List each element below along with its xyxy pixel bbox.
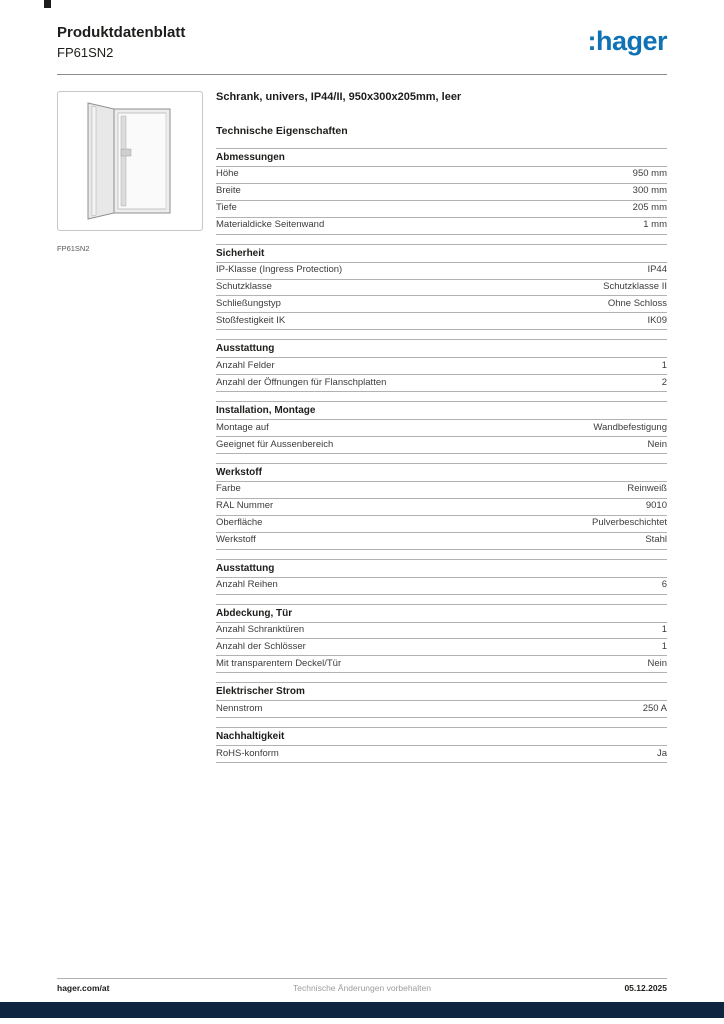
spec-section-title: Ausstattung (216, 339, 667, 358)
spec-value: 1 (661, 640, 667, 652)
spec-value: 300 mm (632, 185, 667, 197)
spec-value: IK09 (647, 314, 667, 326)
spec-row (216, 437, 667, 454)
spec-row (216, 313, 667, 330)
page-header (0, 0, 724, 61)
spec-section-title: Sicherheit (216, 244, 667, 263)
spec-row (216, 296, 667, 313)
page-footer (0, 978, 724, 1024)
spec-value: 205 mm (632, 202, 667, 214)
spec-row (216, 184, 667, 201)
spec-value: Reinweiß (627, 483, 667, 495)
spec-section (216, 339, 667, 392)
product-image (57, 91, 203, 231)
spec-section (216, 682, 667, 718)
spec-column (216, 91, 667, 764)
spec-label: Anzahl Schranktüren (216, 624, 305, 636)
print-mark (44, 0, 51, 8)
spec-value: Ohne Schloss (607, 297, 667, 309)
spec-label: Farbe (216, 483, 241, 495)
spec-value: Wandbefestigung (593, 421, 667, 433)
spec-section-title: Abdeckung, Tür (216, 604, 667, 623)
spec-row (216, 639, 667, 656)
product-name: Schrank, univers, IP44/II, 950x300x205mm, leer (216, 90, 462, 103)
spec-row (216, 167, 667, 184)
spec-section-title: Werkstoff (216, 463, 667, 482)
tech-properties-title: Technische Eigenschaften (216, 125, 348, 138)
footer-text-row (57, 978, 667, 1002)
spec-row (216, 482, 667, 499)
product-image-column (57, 91, 203, 764)
spec-row (216, 375, 667, 392)
spec-value: Ja (656, 747, 667, 759)
spec-label: Höhe (216, 168, 239, 180)
spec-row (216, 420, 667, 437)
spec-label: Anzahl der Öffnungen für Flanschplatten (216, 376, 387, 388)
spec-label: Anzahl Reihen (216, 579, 278, 591)
spec-label: RAL Nummer (216, 500, 274, 512)
spec-value: Stahl (645, 534, 667, 546)
spec-value: Schutzklasse II (603, 281, 667, 292)
spec-value: Nein (647, 657, 667, 669)
spec-section-title: Ausstattung (216, 559, 667, 578)
spec-value: 9010 (645, 500, 667, 512)
spec-section (216, 727, 667, 763)
spec-row (216, 533, 667, 550)
spec-label: Geeignet für Aussenbereich (216, 438, 334, 450)
product-reference: FP61SN2 (57, 45, 114, 60)
spec-row (216, 656, 667, 673)
spec-row (216, 263, 667, 280)
spec-row (216, 746, 667, 763)
spec-section-title: Installation, Montage (216, 401, 667, 420)
spec-section (216, 148, 667, 235)
spec-sections (216, 148, 667, 763)
spec-section (216, 604, 667, 674)
spec-label: Anzahl Felder (216, 359, 275, 371)
header-titles (57, 24, 185, 61)
spec-row (216, 701, 667, 718)
spec-value: 950 mm (632, 168, 667, 180)
spec-value: 1 (661, 359, 667, 371)
spec-row (216, 578, 667, 595)
footer-bar (0, 1002, 724, 1018)
spec-label: Materialdicke Seitenwand (216, 219, 325, 231)
spec-row (216, 516, 667, 533)
spec-section (216, 559, 667, 595)
spec-section (216, 244, 667, 331)
spec-label: Werkstoff (216, 534, 256, 546)
footer-website: hager.com/at (57, 983, 110, 993)
spec-section-title: Elektrischer Strom (216, 682, 667, 701)
document-title: Produktdatenblatt (57, 24, 186, 41)
spec-label: Oberfläche (216, 517, 263, 529)
spec-label: Breite (216, 185, 241, 197)
spec-row (216, 218, 667, 235)
spec-row (216, 623, 667, 640)
spec-label: Stoßfestigkeit IK (216, 314, 286, 326)
spec-label: Nennstrom (216, 702, 263, 714)
cabinet-illustration (70, 97, 190, 225)
spec-label: Montage auf (216, 421, 269, 433)
spec-label: Tiefe (216, 202, 237, 214)
spec-value: 250 A (642, 702, 667, 714)
spec-value: 1 (661, 624, 667, 636)
spec-value: 6 (661, 579, 667, 591)
spec-value: 1 mm (643, 219, 667, 231)
spec-label: Anzahl der Schlösser (216, 640, 306, 652)
spec-row (216, 201, 667, 218)
hager-logo: :hager (587, 26, 667, 56)
spec-value: IP44 (647, 264, 667, 276)
spec-section (216, 401, 667, 454)
spec-label: IP-Klasse (Ingress Protection) (216, 264, 343, 276)
spec-section-title: Nachhaltigkeit (216, 727, 667, 746)
spec-label: Mit transparentem Deckel/Tür (216, 657, 342, 669)
spec-row (216, 358, 667, 375)
spec-value: 2 (661, 376, 667, 388)
spec-value: Nein (647, 438, 667, 450)
spec-row (216, 499, 667, 516)
spec-row (216, 280, 667, 297)
spec-section (216, 463, 667, 550)
product-image-caption: FP61SN2 (57, 243, 90, 253)
spec-label: Schutzklasse (216, 281, 272, 292)
footer-date: 05.12.2025 (624, 983, 667, 993)
spec-label: Schließungstyp (216, 297, 281, 309)
footer-disclaimer: Technische Änderungen vorbehalten (293, 983, 431, 993)
main-content (0, 75, 724, 764)
spec-label: RoHS-konform (216, 747, 279, 759)
spec-value: Pulverbeschichtet (592, 517, 667, 529)
spec-section-title: Abmessungen (216, 148, 667, 167)
